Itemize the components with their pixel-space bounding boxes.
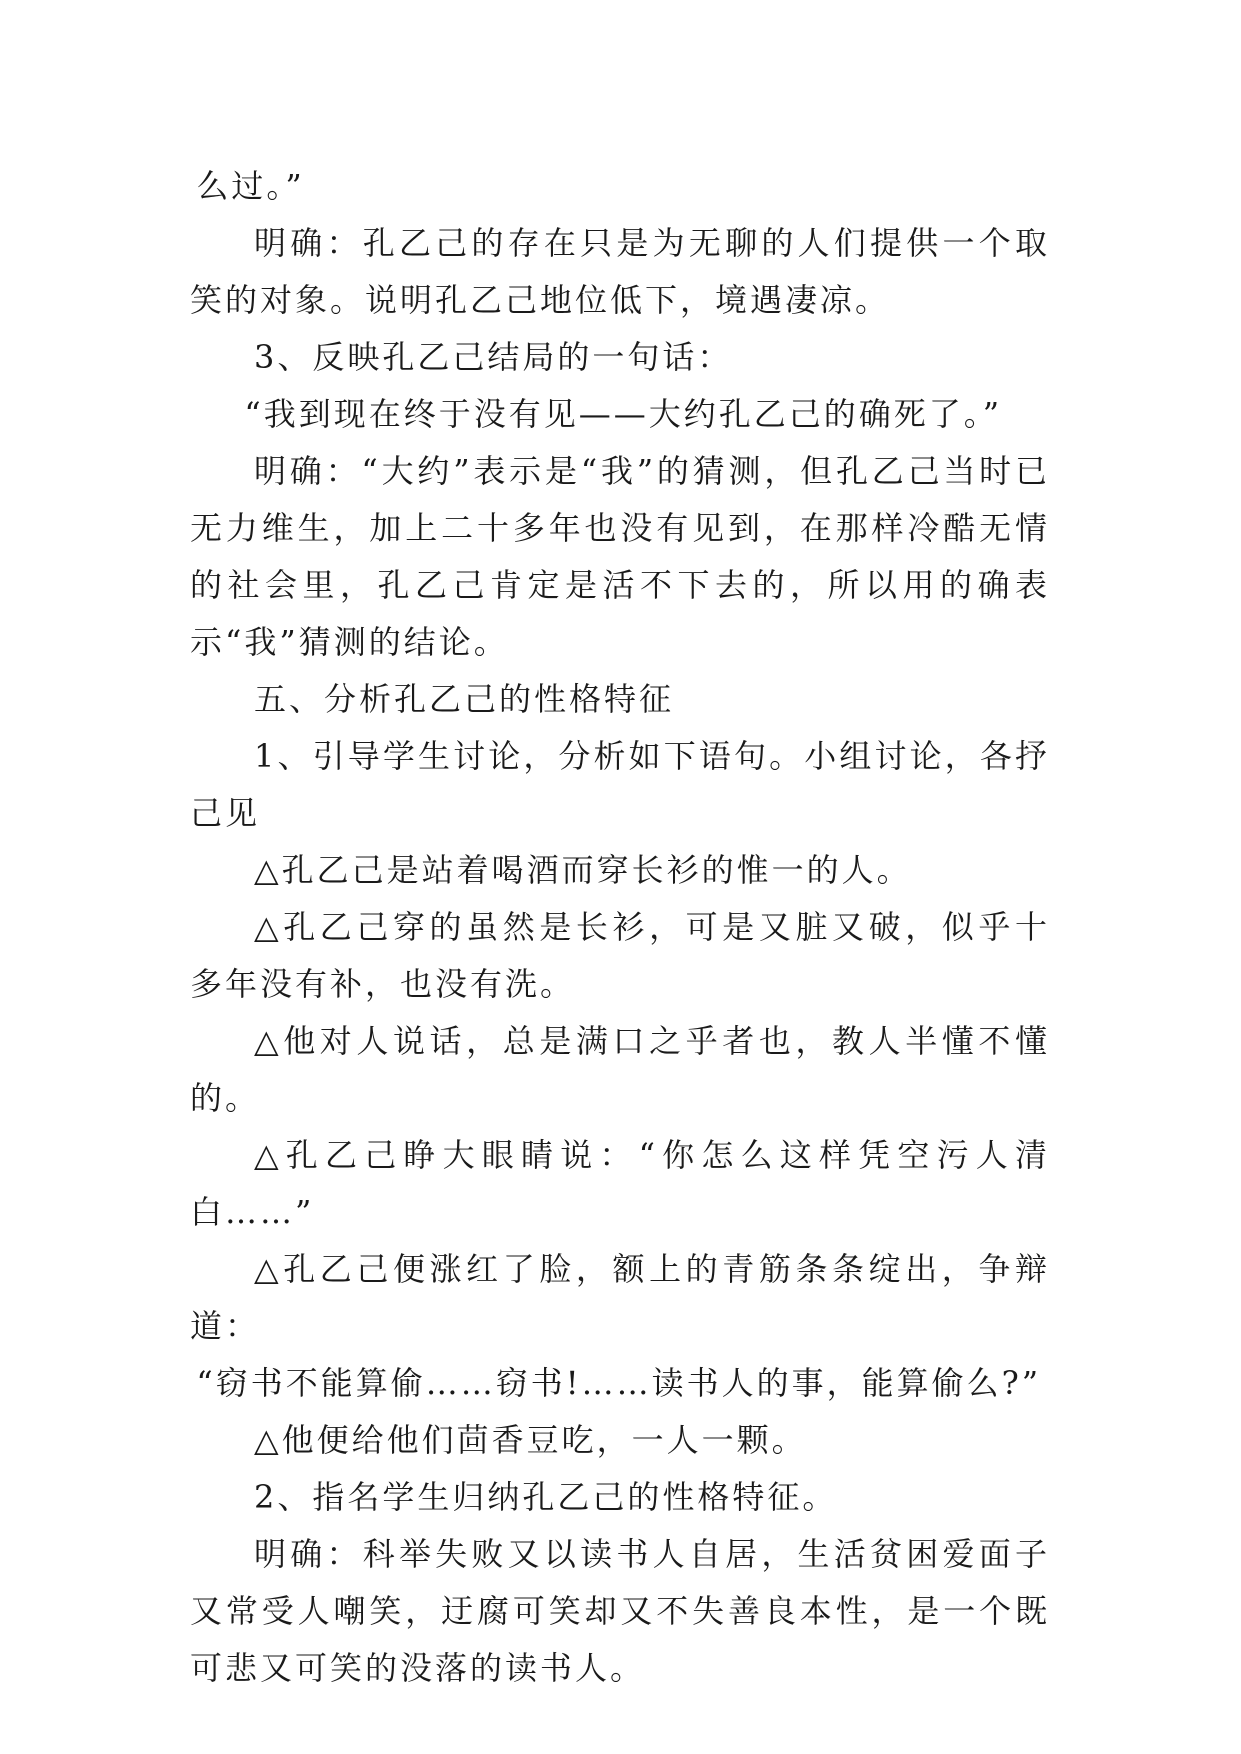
list-item: △孔乙己睁大眼睛说：“你怎么这样凭空污人清白……” <box>190 1136 1050 1231</box>
list-item: △他便给他们茴香豆吃，一人一颗。 <box>254 1421 807 1459</box>
section-heading: 五、分析孔乙己的性格特征 <box>254 680 675 718</box>
paragraph-heading-3: 3、反映孔乙己结局的一句话： <box>254 338 733 376</box>
list-item: △他对人说话，总是满口之乎者也，教人半懂不懂的。 <box>190 1022 1050 1117</box>
list-item: △孔乙己是站着喝酒而穿长衫的惟一的人。 <box>254 851 912 889</box>
paragraph-clarification: 明确：“大约”表示是“我”的猜测，但孔乙己当时已无力维生，加上二十多年也没有见到，在那样冷酷无情的社会里，孔乙己肯定是活不下去的，所以用的确表示“我”猜测的结论。 <box>190 452 1050 661</box>
list-item: △孔乙己便涨红了脸，额上的青筋条条绽出，争辩道： <box>190 1250 1050 1345</box>
list-item: △孔乙己穿的虽然是长衫，可是又脏又破，似乎十多年没有补，也没有洗。 <box>190 908 1050 1003</box>
paragraph-instruction: 1、引导学生讨论，分析如下语句。小组讨论，各抒己见 <box>190 737 1050 832</box>
paragraph-instruction: 2、指名学生归纳孔乙己的性格特征。 <box>254 1478 838 1516</box>
list-item-continuation: “窃书不能算偷……窃书!……读书人的事，能算偷么?” <box>196 1364 1042 1402</box>
paragraph-clarification: 明确：科举失败又以读书人自居，生活贫困爱面子又常受人嘲笑，迂腐可笑却又不失善良本性，是一个既可悲又可笑的没落的读书人。 <box>190 1535 1050 1687</box>
paragraph-clarification: 明确：孔乙己的存在只是为无聊的人们提供一个取笑的对象。说明孔乙己地位低下，境遇凄凉。 <box>190 224 1050 319</box>
paragraph-quote: “我到现在终于没有见——大约孔乙己的确死了。” <box>244 395 1003 433</box>
document-body <box>190 158 1050 1697</box>
paragraph-continuation: 么过。” <box>196 167 305 205</box>
